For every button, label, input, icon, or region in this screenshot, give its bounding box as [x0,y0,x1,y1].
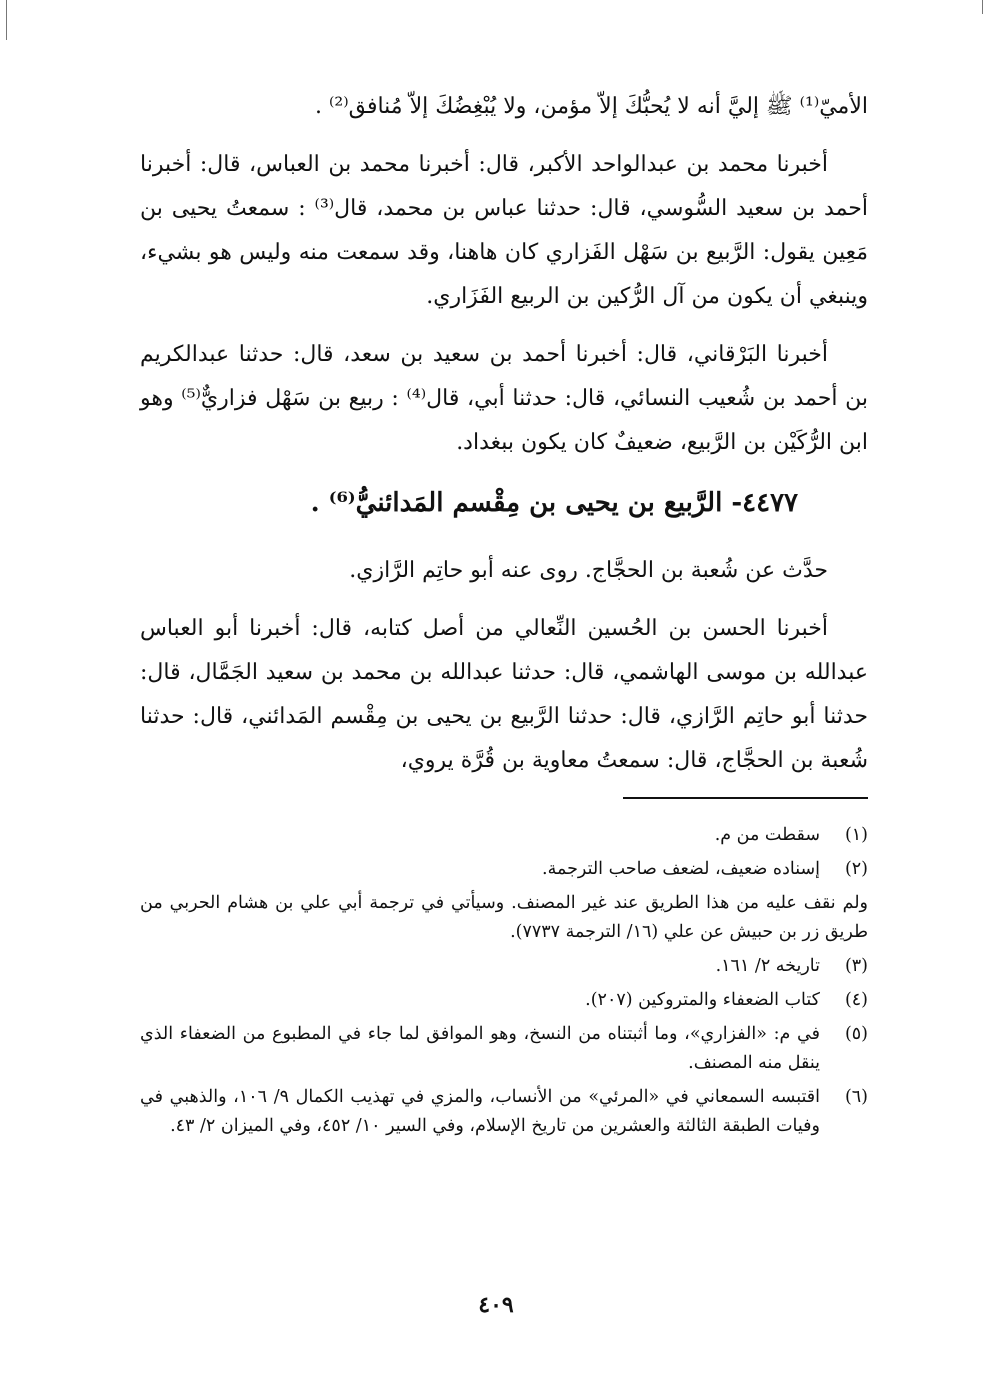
footnote [140,1020,868,1078]
entry-heading: ٤٤٧٧- الرَّبيع بن يحيى بن مِقْسم المَدائنيُّ⁽⁶⁾ . [310,488,798,518]
paragraph: أخبرنا البَرْقاني، قال: أخبرنا أحمد بن سعيد بن سعد، قال: حدثنا عبدالكريم بن أحمد بن شُعيب النسائي، قال: حدثنا أبي، قال⁽⁴⁾ : ربيع بن سَهْل فزاريٌّ⁽⁵⁾ وهو ابن الرُّكَيْن بن الرَّبيع، ضعيفٌ كان يكون ببغداد. [140,342,868,455]
paragraph: أخبرنا محمد بن عبدالواحد الأكبر، قال: أخبرنا محمد بن العباس، قال: أخبرنا أحمد بن سعيد السُّوسي، قال: حدثنا عباس بن محمد، قال⁽³⁾ : سمعتُ يحيى بن مَعِين يقول: الرَّبيع بن سَهْل الفَزاري كان هاهنا، وقد سمعت منه وليس هو بشيء، وينبغي أن يكون من آل الرُّكين بن الربيع الفَزَاري. [140,152,868,309]
scan-edge-mark-left [6,0,7,40]
footnote-number: (٦) [844,1087,868,1107]
paragraph: أخبرنا الحسن بن الحُسين النِّعالي من أصل كتابه، قال: أخبرنا أبو العباس عبدالله بن موسى الهاشمي، قال: حدثنا عبدالله بن محمد بن سعيد الجَمَّال، قال: حدثنا أبو حاتِم الرَّازي، قال: حدثنا الرَّبيع بن يحيى بن مِقْسم المَدائني، قال: حدثنا شُعبة بن الحجَّاج، قال: سمعتُ معاوية بن قُرَّة يروي، [140,616,868,773]
footnote-text: كتاب الضعفاء والمتروكين (٢٠٧). [585,990,820,1010]
footnote-text: اقتبسه السمعاني في «المرئي» من الأنساب، والمزي في تهذيب الكمال ٩/ ١٠٦، والذهبي في وفيات الطبقة الثالثة والعشرين من تاريخ الإسلام، وفي السير ١٠/ ٤٥٢، وفي الميزان ٢/ ٤٣. [140,1087,821,1136]
footnote-number: (٣) [844,956,868,976]
scan-edge-mark-right [982,0,983,14]
footnote-text: إسناده ضعيف، لضعف صاحب الترجمة. [542,859,820,879]
footnote [140,952,868,981]
footnotes [140,821,868,1141]
footnote [140,986,868,1015]
footnote-separator [623,797,868,799]
main-text [140,85,868,783]
footnote-text: سقطت من م. [714,825,820,845]
footnote [140,821,868,850]
paragraph: حدَّث عن شُعبة بن الحجَّاج. روى عنه أبو حاتِم الرَّازي. [349,558,828,583]
footnote [140,855,868,884]
footnote-continuation: ولم نقف عليه من هذا الطريق عند غير المصنف. وسيأتي في ترجمة أبي علي بن هشام الحربي من طريق زر بن حبيش عن علي (١٦/ الترجمة ٧٧٣٧). [140,893,868,942]
footnote-number: (٤) [844,990,868,1010]
book-page [140,85,868,1146]
paragraph: الأميّ⁽¹⁾ ﷺ إليَّ أنه لا يُحبُّكَ إلاّ مؤمن، ولا يُبْغِضُكَ إلاّ مُنافق⁽²⁾ . [314,94,868,119]
footnote-number: (١) [844,825,868,845]
page-number: ٤٠٩ [478,1292,514,1318]
footnote-number: (٥) [844,1024,868,1044]
footnote [140,1083,868,1141]
footnote-text: في م: «الفزاري»، وما أثبتناه من النسخ، وهو الموافق لما جاء في المطبوع من الضعفاء الذي ينقل منه المصنف. [140,1024,820,1073]
footnote-number: (٢) [844,859,868,879]
footnote-text: تاريخه ٢/ ١٦١. [715,956,820,976]
